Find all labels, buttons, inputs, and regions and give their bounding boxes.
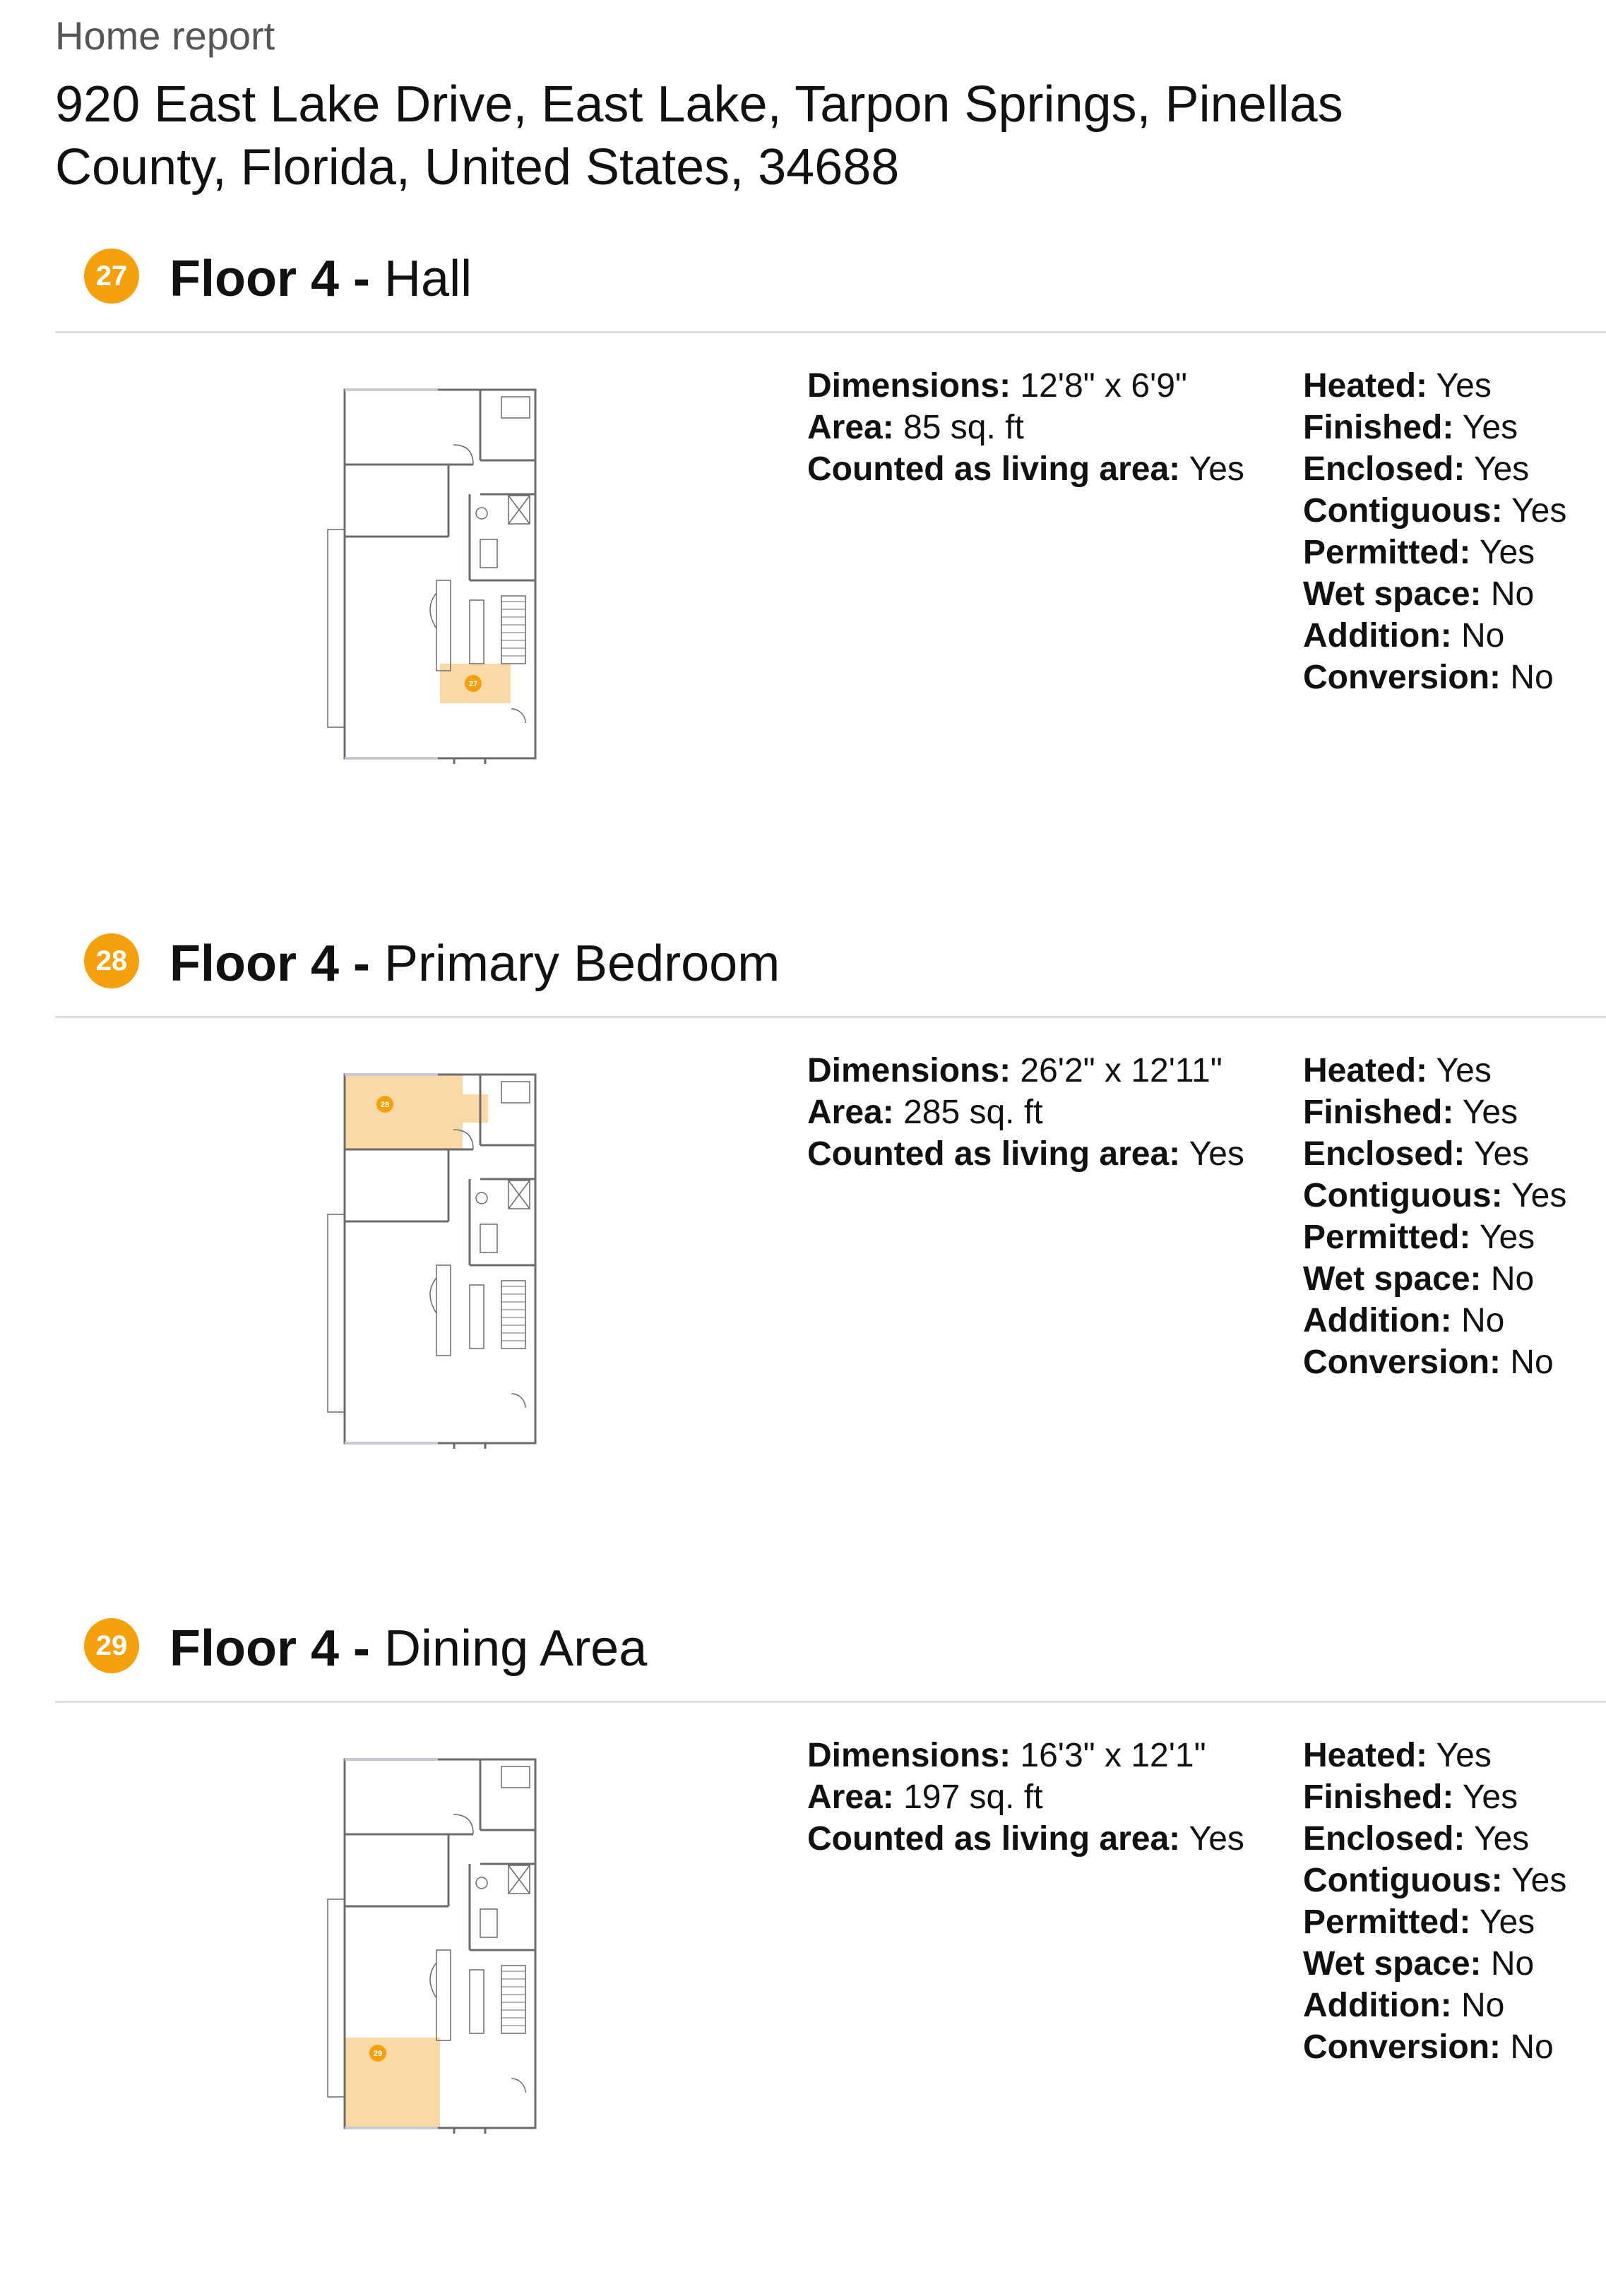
enclosed-label: Enclosed: [1303, 450, 1465, 488]
permitted-row [1303, 1216, 1566, 1258]
room-marker-number: 29 [373, 2050, 383, 2058]
permitted-value: Yes [1479, 1219, 1535, 1256]
heated-value: Yes [1436, 1737, 1492, 1774]
area-row [807, 407, 1244, 448]
counter [470, 600, 484, 664]
room-section-primary-bedroom [0, 933, 1606, 1611]
permitted-row [1303, 532, 1566, 573]
heated-row [1303, 1050, 1566, 1092]
counter [470, 1970, 484, 2033]
vanity [480, 1224, 497, 1252]
room-attributes [1303, 1735, 1566, 2068]
contiguous-label: Contiguous: [1303, 1177, 1503, 1214]
contiguous-row [1303, 490, 1566, 532]
conversion-value: No [1510, 2028, 1554, 2066]
area-label: Area: [807, 409, 894, 446]
wet-space-label: Wet space: [1303, 1945, 1482, 1983]
heated-value: Yes [1436, 367, 1492, 405]
living-area-row [807, 448, 1244, 490]
contiguous-value: Yes [1511, 492, 1567, 530]
dimensions-row [807, 1050, 1244, 1092]
area-value: 197 sq. ft [903, 1778, 1043, 1816]
addition-value: No [1461, 1987, 1505, 2024]
kitchen-island [436, 1950, 451, 2040]
area-label: Area: [807, 1778, 894, 1816]
toilet [476, 508, 487, 519]
heated-row [1303, 365, 1566, 407]
heated-label: Heated: [1303, 367, 1428, 405]
permitted-label: Permitted: [1303, 1219, 1471, 1256]
conversion-value: No [1510, 1344, 1554, 1381]
toilet [476, 1192, 487, 1204]
conversion-value: No [1510, 659, 1554, 696]
room-floor: Floor 4 [169, 935, 340, 992]
room-title [169, 1618, 647, 1679]
room-measurements [807, 1050, 1244, 1175]
conversion-row [1303, 2026, 1566, 2068]
contiguous-label: Contiguous: [1303, 492, 1503, 530]
dimensions-value: 16'3" x 12'1" [1020, 1737, 1206, 1774]
addition-label: Addition: [1303, 1987, 1452, 2024]
dimensions-row [807, 1735, 1244, 1776]
vanity [480, 539, 497, 568]
room-number-badge: 27 [84, 249, 139, 304]
dimensions-label: Dimensions: [807, 1052, 1011, 1089]
closet [501, 1082, 530, 1103]
finished-row [1303, 407, 1566, 448]
wet-space-label: Wet space: [1303, 1260, 1482, 1298]
toilet [476, 1877, 487, 1889]
balcony-outline [328, 1899, 345, 2097]
finished-label: Finished: [1303, 1094, 1454, 1131]
kitchen-island [436, 1265, 451, 1356]
room-attributes [1303, 365, 1566, 698]
counter [470, 1285, 484, 1349]
closet [501, 1766, 530, 1788]
enclosed-value: Yes [1473, 1820, 1530, 1858]
property-address: 920 East Lake Drive, East Lake, Tarpon Springs, Pinellas County, Florida, United States, 34688 [55, 76, 1343, 196]
wet-space-value: No [1490, 1945, 1535, 1983]
door-swing [511, 1394, 525, 1408]
enclosed-label: Enclosed: [1303, 1135, 1465, 1173]
living-area-value: Yes [1189, 450, 1244, 488]
wet-space-row [1303, 1258, 1566, 1300]
contiguous-value: Yes [1511, 1862, 1567, 1899]
room-marker-number: 28 [380, 1101, 390, 1109]
room-title [169, 249, 472, 309]
entry-vestibule [454, 758, 485, 764]
living-area-label: Counted as living area: [807, 450, 1181, 488]
area-value: 85 sq. ft [903, 409, 1024, 446]
finished-label: Finished: [1303, 1778, 1454, 1816]
wet-space-value: No [1490, 1260, 1535, 1298]
title-separator: - [353, 935, 371, 992]
permitted-value: Yes [1479, 1903, 1535, 1941]
enclosed-value: Yes [1473, 450, 1530, 488]
permitted-label: Permitted: [1303, 1903, 1471, 1941]
enclosed-row [1303, 1818, 1566, 1860]
contiguous-label: Contiguous: [1303, 1862, 1503, 1899]
addition-label: Addition: [1303, 617, 1452, 654]
balcony-outline [328, 530, 345, 727]
wet-space-label: Wet space: [1303, 575, 1482, 613]
finished-value: Yes [1462, 409, 1518, 446]
area-label: Area: [807, 1094, 894, 1131]
addition-row [1303, 1985, 1566, 2026]
addition-value: No [1461, 1302, 1505, 1339]
floor-plan-thumbnail [297, 369, 537, 764]
contiguous-value: Yes [1511, 1177, 1567, 1214]
wet-space-value: No [1490, 575, 1535, 613]
finished-row [1303, 1776, 1566, 1818]
dimensions-value: 12'8" x 6'9" [1020, 367, 1187, 405]
room-measurements [807, 365, 1244, 490]
closet [501, 397, 530, 418]
finished-row [1303, 1092, 1566, 1133]
permitted-row [1303, 1901, 1566, 1943]
highlighted-room-area [345, 2038, 440, 2128]
entry-vestibule [454, 2128, 485, 2134]
stairs [501, 1966, 525, 2033]
room-name: Primary Bedroom [384, 935, 780, 992]
heated-label: Heated: [1303, 1052, 1428, 1089]
living-area-row [807, 1818, 1244, 1860]
enclosed-label: Enclosed: [1303, 1820, 1465, 1858]
finished-value: Yes [1462, 1778, 1518, 1816]
addition-label: Addition: [1303, 1302, 1452, 1339]
living-area-label: Counted as living area: [807, 1820, 1181, 1858]
island-curve [430, 593, 436, 628]
room-attributes [1303, 1050, 1566, 1383]
permitted-label: Permitted: [1303, 534, 1471, 571]
entry-vestibule [454, 1443, 485, 1449]
dimensions-label: Dimensions: [807, 1737, 1011, 1774]
title-separator: - [353, 251, 371, 307]
room-title [169, 933, 780, 994]
section-divider [55, 1701, 1606, 1703]
contiguous-row [1303, 1175, 1566, 1216]
area-row [807, 1092, 1244, 1133]
area-value: 285 sq. ft [903, 1094, 1043, 1131]
vanity [480, 1909, 497, 1937]
highlighted-room-area [463, 1094, 488, 1123]
room-number-badge: 29 [84, 1618, 139, 1673]
conversion-label: Conversion: [1303, 1344, 1501, 1381]
floor-plan-thumbnail [297, 1053, 537, 1449]
room-name: Dining Area [384, 1620, 648, 1677]
room-section-dining-area [0, 1618, 1606, 2296]
permitted-value: Yes [1479, 534, 1535, 571]
title-separator: - [353, 1620, 371, 1677]
addition-row [1303, 615, 1566, 657]
conversion-label: Conversion: [1303, 2028, 1501, 2066]
wet-space-row [1303, 1943, 1566, 1985]
section-divider [55, 331, 1606, 333]
report-label: Home report [55, 13, 275, 58]
door-swing [511, 2079, 525, 2093]
wet-space-row [1303, 573, 1566, 615]
finished-value: Yes [1462, 1094, 1518, 1131]
room-number-badge: 28 [84, 933, 139, 988]
balcony-outline [328, 1214, 345, 1412]
island-curve [430, 1963, 436, 1998]
area-row [807, 1776, 1244, 1818]
room-floor: Floor 4 [169, 251, 340, 307]
stairs [501, 596, 525, 664]
addition-value: No [1461, 617, 1505, 654]
conversion-label: Conversion: [1303, 659, 1501, 696]
dimensions-value: 26'2" x 12'11" [1020, 1052, 1223, 1089]
room-marker-number: 27 [468, 680, 478, 688]
stairs [501, 1281, 525, 1349]
heated-row [1303, 1735, 1566, 1776]
kitchen-island [436, 580, 451, 671]
island-curve [430, 1278, 436, 1313]
dimensions-label: Dimensions: [807, 367, 1011, 405]
conversion-row [1303, 657, 1566, 698]
contiguous-row [1303, 1860, 1566, 1901]
living-area-label: Counted as living area: [807, 1135, 1181, 1173]
enclosed-row [1303, 1133, 1566, 1175]
door-swing [453, 445, 473, 465]
door-swing [453, 1814, 473, 1834]
enclosed-row [1303, 448, 1566, 490]
room-section-hall [0, 249, 1606, 926]
enclosed-value: Yes [1473, 1135, 1530, 1173]
heated-label: Heated: [1303, 1737, 1428, 1774]
addition-row [1303, 1300, 1566, 1341]
heated-value: Yes [1436, 1052, 1492, 1089]
living-area-row [807, 1133, 1244, 1175]
conversion-row [1303, 1341, 1566, 1383]
room-name: Hall [384, 251, 472, 307]
room-floor: Floor 4 [169, 1620, 340, 1677]
floor-plan-thumbnail [297, 1738, 537, 2134]
living-area-value: Yes [1189, 1820, 1244, 1858]
finished-label: Finished: [1303, 409, 1454, 446]
room-measurements [807, 1735, 1244, 1860]
highlighted-room-area [345, 1075, 463, 1149]
living-area-value: Yes [1189, 1135, 1244, 1173]
section-divider [55, 1016, 1606, 1018]
door-swing [511, 709, 525, 723]
dimensions-row [807, 365, 1244, 407]
